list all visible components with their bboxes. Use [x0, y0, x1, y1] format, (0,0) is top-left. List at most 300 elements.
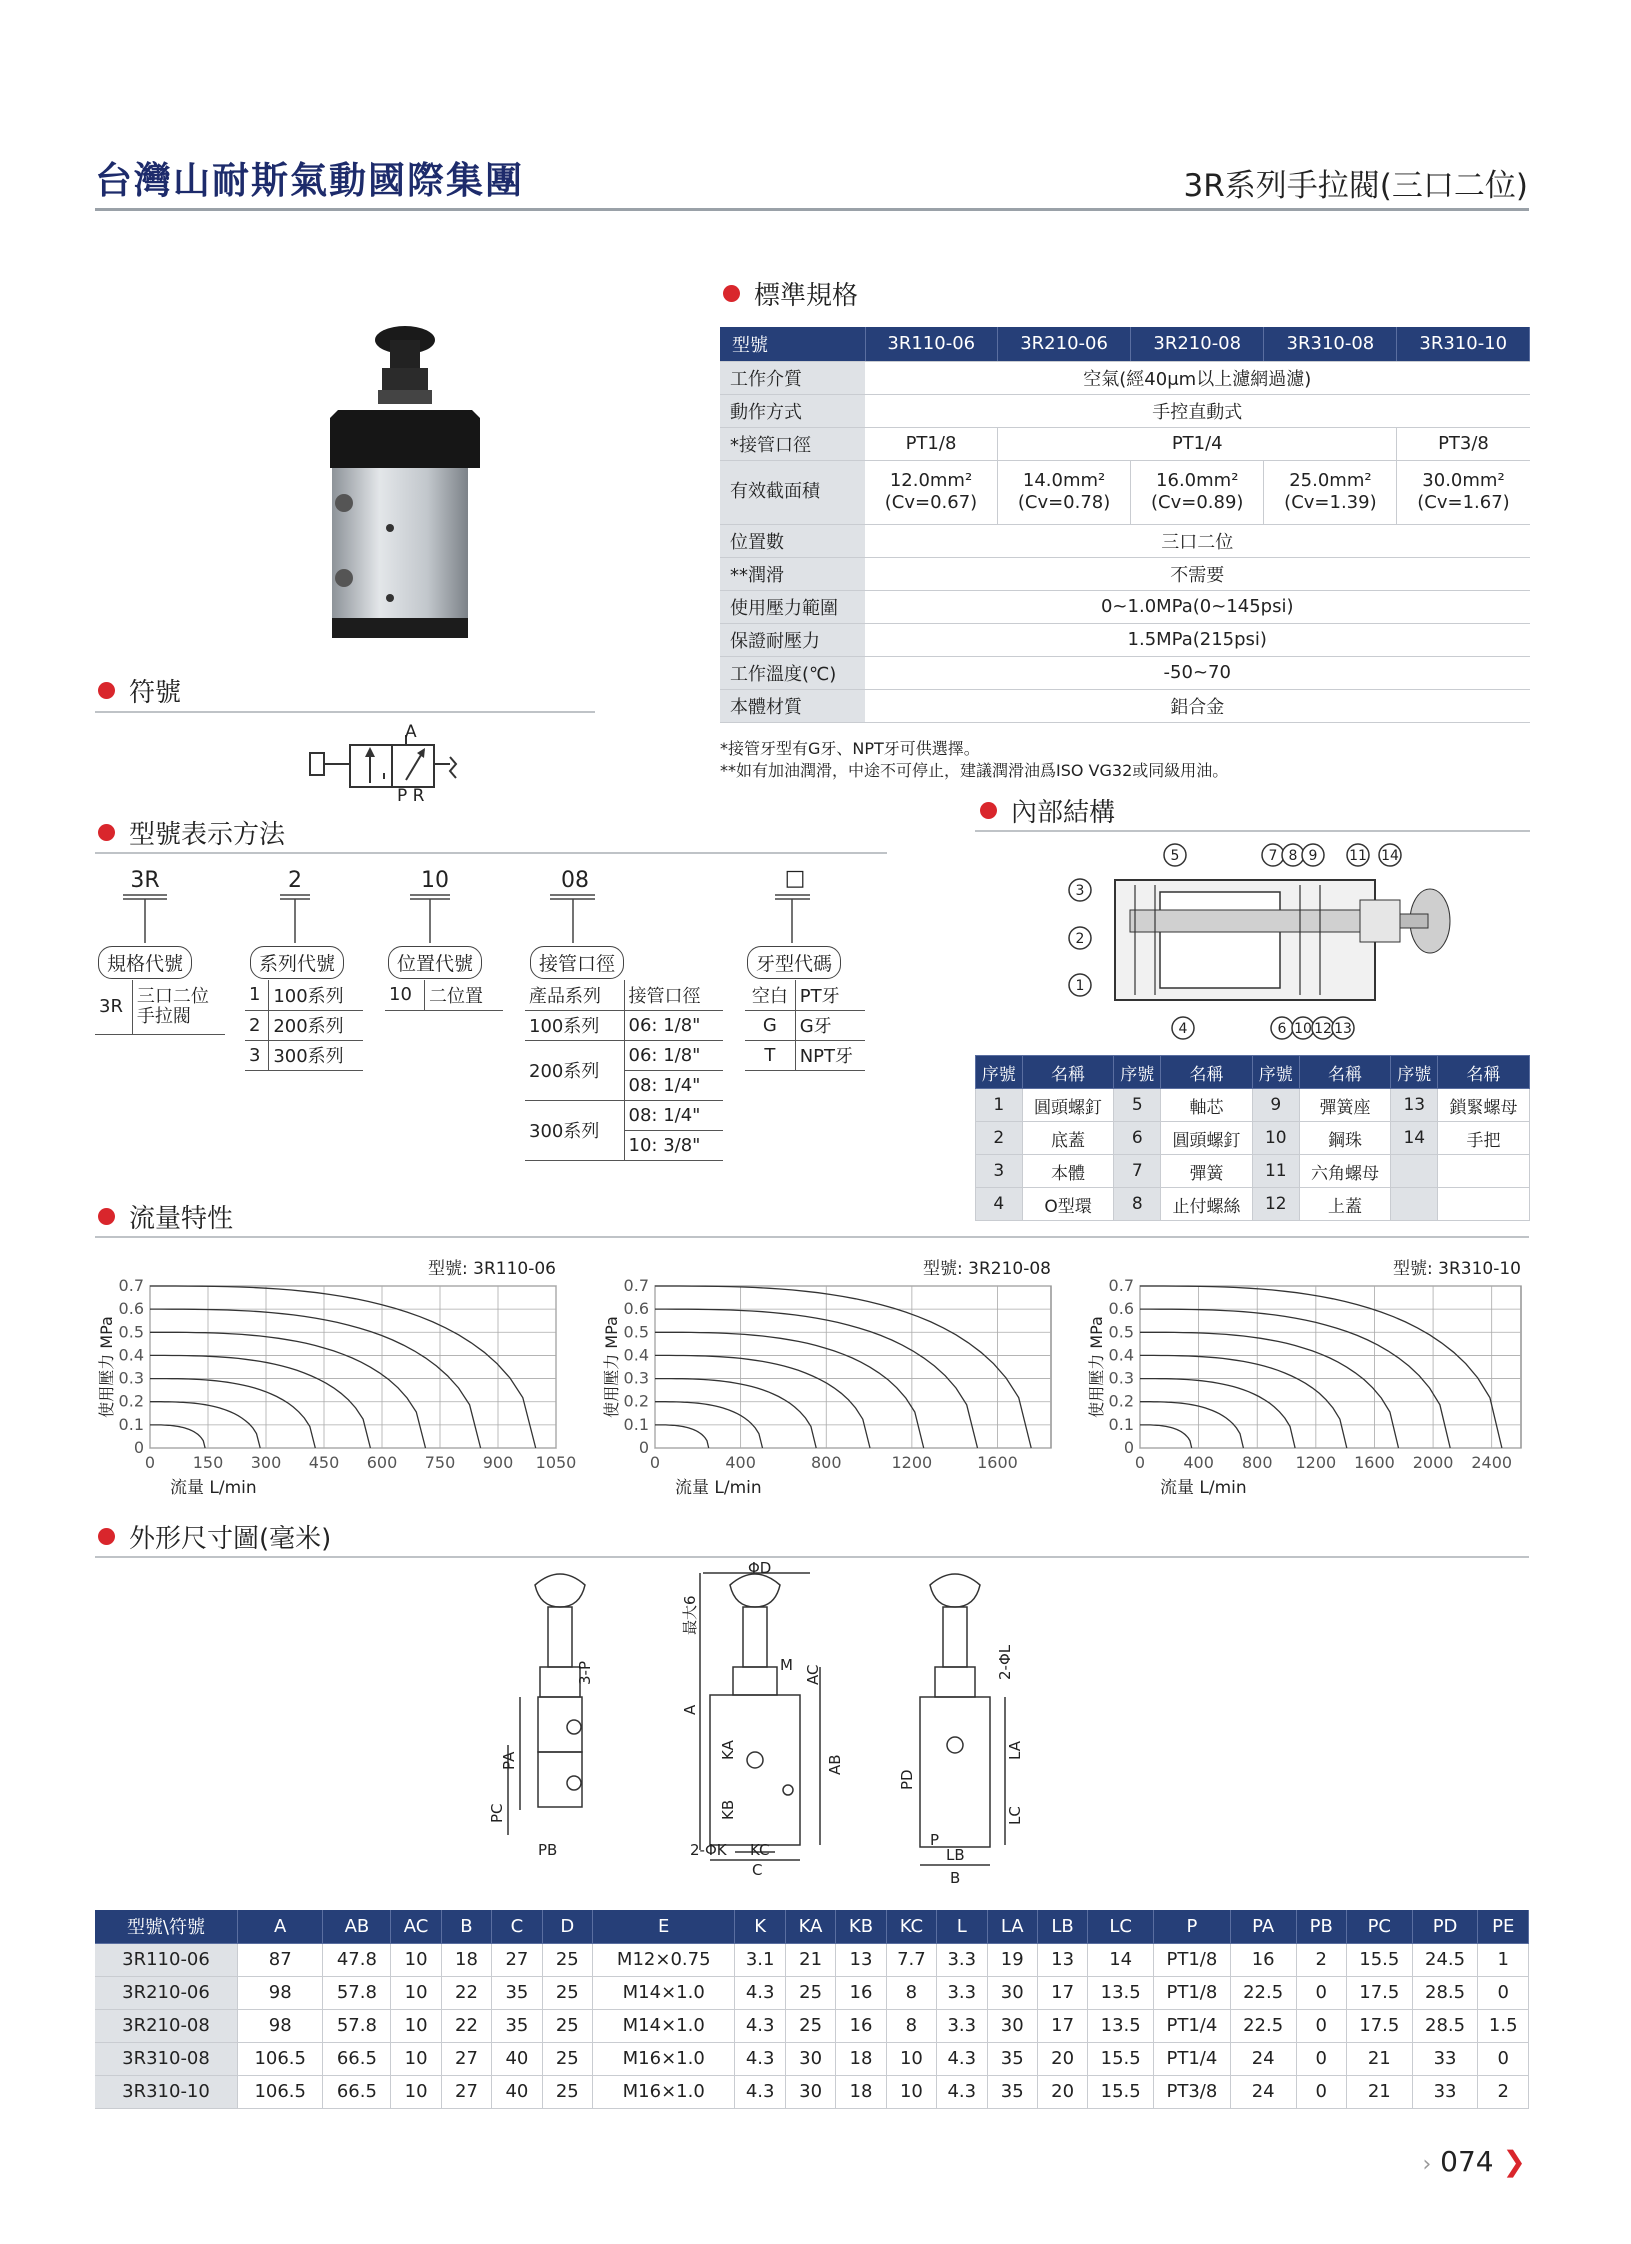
area-value: 25.0mm²	[1289, 470, 1372, 491]
dim-cell: 10	[886, 2042, 936, 2075]
dim-cell: 4.3	[735, 1976, 785, 2009]
section-symbol	[98, 672, 181, 709]
dim-cell: 20	[1037, 2075, 1087, 2108]
callout: 9	[1308, 848, 1318, 864]
y-tick-label: 0.4	[623, 1345, 649, 1365]
spec-label: 工作溫度(℃)	[720, 656, 865, 689]
dim-cell: PT1/4	[1154, 2042, 1231, 2075]
dim-cell: 4.3	[937, 2042, 987, 2075]
dim-cell: 15.5	[1346, 1943, 1412, 1976]
dim-cell: 25	[542, 1976, 592, 2009]
spec-header: 型號	[720, 327, 865, 361]
bullet-icon	[98, 1208, 115, 1225]
section-symbol-title: 符號	[129, 678, 182, 708]
flow-chart-3	[1080, 1258, 1535, 1508]
dims-header: PE	[1478, 1910, 1529, 1943]
part-name: 鎖緊螺母	[1438, 1089, 1530, 1122]
spec-value: 手控直動式	[865, 394, 1530, 427]
code-port: 08	[561, 868, 589, 893]
part-no: 8	[1114, 1188, 1161, 1221]
dim-cell: 106.5	[237, 2042, 322, 2075]
dim-cell: 14	[1088, 1943, 1154, 1976]
section-model-code-title: 型號表示方法	[129, 820, 286, 850]
spec-label: 工作介質	[720, 361, 865, 394]
dim-cell: 13.5	[1088, 1976, 1154, 2009]
callout: 5	[1170, 848, 1180, 864]
dimension-drawing	[488, 1559, 1120, 1905]
table-thread	[745, 980, 865, 1071]
dims-header: KA	[785, 1910, 835, 1943]
dims-header: B	[441, 1910, 491, 1943]
dim-cell: 21	[1346, 2042, 1412, 2075]
cv-value: (Cv=0.67)	[884, 492, 978, 513]
series-name: 200系列	[269, 1010, 363, 1040]
dim-cell: 0	[1478, 2042, 1529, 2075]
dim-cell: 21	[1346, 2075, 1412, 2108]
dim-cell: M14×1.0	[593, 1976, 735, 2009]
dim-cell: 0	[1296, 2075, 1346, 2108]
dims-header: KB	[836, 1910, 886, 1943]
spec-label: 有效截面積	[720, 460, 865, 524]
x-tick-label: 0	[1134, 1453, 1146, 1472]
y-tick-label: 0.5	[623, 1322, 649, 1342]
dim-cell: 10	[391, 2042, 441, 2075]
dim-cell: 10	[391, 2075, 441, 2108]
dim-cell: 3.3	[937, 2009, 987, 2042]
parts-header: 序號	[1114, 1056, 1161, 1089]
dims-header: E	[593, 1910, 735, 1943]
section-flow-title: 流量特性	[129, 1204, 234, 1234]
table-row	[95, 2042, 1529, 2075]
dim-cell: M14×1.0	[593, 2009, 735, 2042]
series-line-0	[150, 1425, 205, 1448]
y-tick-label: 0.1	[1108, 1414, 1134, 1434]
part-no: 7	[1114, 1155, 1161, 1188]
dim-cell: 19	[987, 1943, 1037, 1976]
dim-cell: 24.5	[1412, 1943, 1478, 1976]
dim-label: C	[752, 1861, 763, 1879]
x-axis-label: 流量 L/min	[675, 1478, 762, 1498]
series-code: 3	[245, 1040, 269, 1070]
spec-table	[720, 327, 1530, 723]
dim-cell: 4.3	[735, 2009, 785, 2042]
dim-cell: 30	[987, 1976, 1037, 2009]
parts-table	[975, 1055, 1530, 1221]
dim-cell: 8	[886, 2009, 936, 2042]
part-no: 10	[1252, 1122, 1299, 1155]
callout: 6	[1277, 1021, 1287, 1037]
part-no: 4	[976, 1188, 1023, 1221]
section-internal	[980, 792, 1115, 829]
dim-cell: 3.3	[937, 1976, 987, 2009]
spec-label: 保證耐壓力	[720, 623, 865, 656]
port-size: 06: 1/8"	[624, 1010, 723, 1040]
section-line	[95, 1236, 1529, 1238]
dim-cell: 47.8	[323, 1943, 391, 1976]
parts-header: 名稱	[1022, 1056, 1114, 1089]
spec-value: 鋁合金	[865, 689, 1530, 722]
dim-cell: 16	[836, 1976, 886, 2009]
dim-cell: 57.8	[323, 1976, 391, 2009]
dim-cell: 106.5	[237, 2075, 322, 2108]
callout: 1	[1075, 978, 1085, 994]
spec-label: *接管口徑	[720, 427, 865, 460]
port-size: 08: 1/4"	[624, 1070, 723, 1100]
plot-frame	[655, 1286, 1051, 1448]
y-tick-label: 0.4	[118, 1345, 144, 1365]
dim-cell: 10	[391, 1943, 441, 1976]
symbol-label-pr: P R	[397, 786, 425, 806]
chart-title: 型號: 3R210-08	[923, 1259, 1051, 1279]
dim-cell: 22.5	[1230, 2009, 1296, 2042]
part-no: 5	[1114, 1089, 1161, 1122]
parts-header: 序號	[1391, 1056, 1438, 1089]
dim-label: 2-ΦK	[690, 1841, 727, 1859]
x-axis-label: 流量 L/min	[1160, 1478, 1247, 1498]
part-no: 3	[976, 1155, 1023, 1188]
spec-value: PT3/8	[1397, 427, 1530, 460]
dim-cell: 33	[1412, 2042, 1478, 2075]
spec-label: 本體材質	[720, 689, 865, 722]
position-code: 10	[385, 980, 424, 1010]
y-tick-label: 0	[638, 1438, 649, 1457]
section-line	[95, 1556, 1529, 1558]
dim-cell: 25	[542, 2042, 592, 2075]
x-tick-label: 1600	[1354, 1453, 1395, 1472]
dim-cell: 27	[441, 2042, 491, 2075]
y-tick-label: 0.6	[623, 1299, 649, 1319]
spec-value: 空氣(經40μm以上濾網過濾)	[865, 361, 1530, 394]
part-name: 軸芯	[1161, 1089, 1253, 1122]
code-spec: 3R	[130, 868, 160, 893]
dim-cell: 98	[237, 2009, 322, 2042]
dim-cell: M12×0.75	[593, 1943, 735, 1976]
internal-structure-diagram	[1060, 840, 1460, 1045]
port-series: 100系列	[525, 1010, 624, 1040]
area-value: 30.0mm²	[1422, 470, 1505, 491]
dim-cell: PT1/4	[1154, 2009, 1231, 2042]
spec-header: 3R210-08	[1131, 327, 1264, 361]
y-tick-label: 0	[133, 1438, 144, 1457]
header-divider	[95, 208, 1529, 211]
model-cell: 3R110-06	[95, 1943, 237, 1976]
dim-cell: 0	[1296, 1976, 1346, 2009]
x-tick-label: 1600	[977, 1453, 1018, 1472]
table-row	[95, 1943, 1529, 1976]
dim-cell: 2	[1478, 2075, 1529, 2108]
port-head: 產品系列	[525, 980, 624, 1010]
callout: 10	[1294, 1021, 1312, 1037]
area-value: 14.0mm²	[1022, 470, 1106, 491]
callout: 4	[1178, 1021, 1188, 1037]
section-dims-title: 外形尺寸圖(毫米)	[129, 1524, 332, 1554]
chart-title: 型號: 3R110-06	[428, 1259, 556, 1279]
dim-cell: 40	[492, 2042, 542, 2075]
flow-chart-1	[90, 1258, 577, 1508]
dim-label: PB	[538, 1841, 558, 1859]
series-code: 1	[245, 980, 269, 1010]
note: *接管牙型有G牙、NPT牙可供選擇。	[720, 739, 980, 758]
y-axis-label: 使用壓力 MPa	[97, 1316, 116, 1418]
page-title: 3R系列手拉閥(三口二位)	[1183, 168, 1528, 204]
dim-cell: 30	[987, 2009, 1037, 2042]
part-name: 圓頭螺釘	[1022, 1089, 1114, 1122]
table-row	[95, 2009, 1529, 2042]
dims-header: LA	[987, 1910, 1037, 1943]
spec-notes	[720, 738, 1228, 782]
dim-cell: 16	[836, 2009, 886, 2042]
callout: 14	[1381, 848, 1399, 864]
spec-value: PT1/4	[998, 427, 1397, 460]
product-photo	[320, 318, 490, 638]
part-name: 六角螺母	[1299, 1155, 1391, 1188]
plot-frame	[1140, 1286, 1521, 1448]
dim-label: LC	[1006, 1806, 1024, 1825]
dim-cell: 35	[492, 1976, 542, 2009]
dim-cell: 17	[1037, 1976, 1087, 2009]
dim-cell: 35	[987, 2075, 1037, 2108]
y-tick-label: 0.1	[118, 1414, 144, 1434]
parts-header: 名稱	[1438, 1056, 1530, 1089]
pill-port: 接管口徑	[530, 946, 624, 979]
callout: 11	[1349, 848, 1367, 864]
dim-label: PC	[488, 1803, 506, 1823]
spec-value: 不需要	[865, 557, 1530, 590]
x-tick-label: 400	[1183, 1453, 1214, 1472]
dim-cell: 2	[1296, 1943, 1346, 1976]
parts-header: 序號	[976, 1056, 1023, 1089]
plot-frame	[150, 1286, 556, 1448]
dim-cell: 28.5	[1412, 2009, 1478, 2042]
port-size: 08: 1/4"	[624, 1100, 723, 1130]
spec-value: 0~1.0MPa(0~145psi)	[865, 590, 1530, 623]
dim-cell: 28.5	[1412, 1976, 1478, 2009]
part-name: 底蓋	[1022, 1122, 1114, 1155]
dim-label: A	[681, 1704, 699, 1715]
dims-header: LC	[1088, 1910, 1154, 1943]
callout: 2	[1075, 931, 1085, 947]
part-name: 彈簧	[1161, 1155, 1253, 1188]
section-dims	[98, 1518, 331, 1555]
bullet-icon	[723, 285, 740, 302]
model-cell: 3R310-10	[95, 2075, 237, 2108]
dim-cell: 25	[785, 2009, 835, 2042]
x-tick-label: 1050	[535, 1453, 577, 1472]
x-tick-label: 0	[144, 1453, 156, 1472]
pill-spec: 規格代號	[98, 946, 192, 979]
y-tick-label: 0.6	[1108, 1299, 1134, 1319]
bullet-icon	[98, 824, 115, 841]
dims-header: AC	[391, 1910, 441, 1943]
dim-cell: 98	[237, 1976, 322, 2009]
chevron-right-icon: ❯	[1502, 2145, 1526, 2178]
note: **如有加油潤滑，中途不可停止，建議潤滑油爲ISO VG32或同級用油。	[720, 761, 1229, 780]
spec-desc: 手拉閥	[136, 1005, 191, 1027]
dim-cell: 15.5	[1088, 2075, 1154, 2108]
model-cell: 3R210-08	[95, 2009, 237, 2042]
brand-title: 台灣山耐斯氣動國際集團	[95, 159, 524, 202]
port-series: 300系列	[525, 1100, 624, 1160]
bullet-icon	[98, 1528, 115, 1545]
dim-cell: 40	[492, 2075, 542, 2108]
dim-cell: 25	[542, 2009, 592, 2042]
part-name	[1438, 1188, 1530, 1221]
port-series: 200系列	[525, 1040, 624, 1100]
dim-label: KB	[719, 1799, 737, 1820]
dim-cell: 17.5	[1346, 1976, 1412, 2009]
x-tick-label: 450	[308, 1453, 340, 1472]
part-no	[1391, 1188, 1438, 1221]
dims-header: PA	[1230, 1910, 1296, 1943]
y-tick-label: 0.2	[118, 1391, 144, 1411]
spec-label: 位置數	[720, 524, 865, 557]
dims-header: PB	[1296, 1910, 1346, 1943]
dim-cell: 0	[1296, 2042, 1346, 2075]
y-tick-label: 0.5	[1108, 1322, 1134, 1342]
dims-header: K	[735, 1910, 785, 1943]
spec-header: 3R310-10	[1397, 327, 1530, 361]
x-tick-label: 900	[482, 1453, 514, 1472]
y-tick-label: 0.4	[1108, 1345, 1134, 1365]
series-line-6	[655, 1286, 1031, 1448]
spec-value: 三口二位	[865, 524, 1530, 557]
dim-cell: M16×1.0	[593, 2075, 735, 2108]
dim-cell: 57.8	[323, 2009, 391, 2042]
dim-cell: 10	[391, 1976, 441, 2009]
x-tick-label: 800	[1241, 1453, 1273, 1472]
area-value: 16.0mm²	[1156, 470, 1239, 491]
chart-title: 型號: 3R310-10	[1393, 1259, 1521, 1279]
dim-cell: 4.3	[735, 2075, 785, 2108]
table-spec-code	[95, 980, 225, 1035]
dim-cell: 13	[1037, 1943, 1087, 1976]
page-number-value: 074	[1440, 2145, 1494, 2178]
part-no: 13	[1391, 1089, 1438, 1122]
position-name: 二位置	[424, 980, 503, 1010]
dim-cell: 22	[441, 2009, 491, 2042]
dim-cell: 22.5	[1230, 1976, 1296, 2009]
section-internal-title: 內部結構	[1011, 798, 1116, 828]
part-name: 本體	[1022, 1155, 1114, 1188]
page-number	[1422, 2145, 1526, 2178]
callout: 3	[1075, 883, 1085, 899]
x-axis-label: 流量 L/min	[170, 1478, 257, 1498]
x-tick-label: 1200	[891, 1453, 933, 1472]
spec-value: PT1/8	[865, 427, 998, 460]
dim-cell: 25	[542, 2075, 592, 2108]
section-line	[95, 711, 595, 713]
dimension-table	[95, 1910, 1529, 2109]
dim-cell: 33	[1412, 2075, 1478, 2108]
bullet-icon	[980, 802, 997, 819]
spec-desc: 三口二位	[136, 985, 209, 1007]
code-position: 10	[421, 868, 449, 893]
section-flow	[98, 1198, 233, 1235]
table-row	[95, 2075, 1529, 2108]
dim-label: PA	[500, 1751, 518, 1770]
parts-header: 序號	[1252, 1056, 1299, 1089]
dim-cell: 8	[886, 1976, 936, 2009]
spec-header: 3R310-08	[1264, 327, 1397, 361]
parts-header: 名稱	[1161, 1056, 1253, 1089]
x-tick-label: 400	[725, 1453, 756, 1472]
dim-cell: 66.5	[323, 2042, 391, 2075]
series-line-0	[1140, 1425, 1192, 1448]
series-name: 300系列	[269, 1040, 363, 1070]
callout: 8	[1288, 848, 1298, 864]
part-name: 手把	[1438, 1122, 1530, 1155]
dim-label: M	[780, 1656, 793, 1674]
dim-cell: 25	[542, 1943, 592, 1976]
spec-value: -50~70	[865, 656, 1530, 689]
spec-header: 3R210-06	[998, 327, 1131, 361]
dim-label: LB	[946, 1846, 965, 1864]
dim-cell: PT3/8	[1154, 2075, 1231, 2108]
dims-header: 型號\符號	[95, 1910, 237, 1943]
thread-name: NPT牙	[795, 1040, 865, 1070]
part-no	[1391, 1155, 1438, 1188]
spec-code: 3R	[95, 980, 132, 1034]
x-tick-label: 750	[424, 1453, 456, 1472]
x-tick-label: 0	[649, 1453, 661, 1472]
y-tick-label: 0.6	[118, 1299, 144, 1319]
dim-cell: 20	[1037, 2042, 1087, 2075]
dim-cell: 21	[785, 1943, 835, 1976]
dim-cell: 0	[1296, 2009, 1346, 2042]
code-thread: □	[784, 866, 806, 891]
dim-cell: 13	[836, 1943, 886, 1976]
callout: 12	[1314, 1021, 1332, 1037]
dim-cell: 4.3	[735, 2042, 785, 2075]
series-name: 100系列	[269, 980, 363, 1010]
part-no: 9	[1252, 1089, 1299, 1122]
dim-label: 最大6	[681, 1595, 699, 1635]
series-code: 2	[245, 1010, 269, 1040]
part-name: 鋼珠	[1299, 1122, 1391, 1155]
dim-cell: 27	[441, 2075, 491, 2108]
x-tick-label: 600	[366, 1453, 398, 1472]
series-line-6	[1140, 1286, 1502, 1448]
flow-chart-2	[595, 1258, 1065, 1508]
pill-series: 系列代號	[250, 946, 344, 979]
dim-cell: 10	[391, 2009, 441, 2042]
dim-cell: 15.5	[1088, 2042, 1154, 2075]
dim-cell: 30	[785, 2042, 835, 2075]
x-tick-label: 800	[810, 1453, 842, 1472]
dims-header: LB	[1037, 1910, 1087, 1943]
dim-cell: 35	[492, 2009, 542, 2042]
dim-cell: 17	[1037, 2009, 1087, 2042]
part-name: O型環	[1022, 1188, 1114, 1221]
code-series: 2	[288, 868, 302, 893]
dim-cell: 1.5	[1478, 2009, 1529, 2042]
section-line	[975, 830, 1530, 832]
thread-name: PT牙	[795, 980, 865, 1010]
bullet-icon	[98, 682, 115, 699]
port-size: 06: 1/8"	[624, 1040, 723, 1070]
thread-code: T	[745, 1040, 795, 1070]
thread-code: 空白	[745, 980, 795, 1010]
y-tick-label: 0.7	[1108, 1276, 1134, 1295]
dim-label: AB	[826, 1754, 844, 1775]
part-no: 14	[1391, 1122, 1438, 1155]
x-tick-label: 150	[192, 1453, 224, 1472]
dims-header: PC	[1346, 1910, 1412, 1943]
model-cell: 3R310-08	[95, 2042, 237, 2075]
dim-cell: 22	[441, 1976, 491, 2009]
y-axis-label: 使用壓力 MPa	[1087, 1316, 1106, 1418]
table-row	[95, 1976, 1529, 2009]
